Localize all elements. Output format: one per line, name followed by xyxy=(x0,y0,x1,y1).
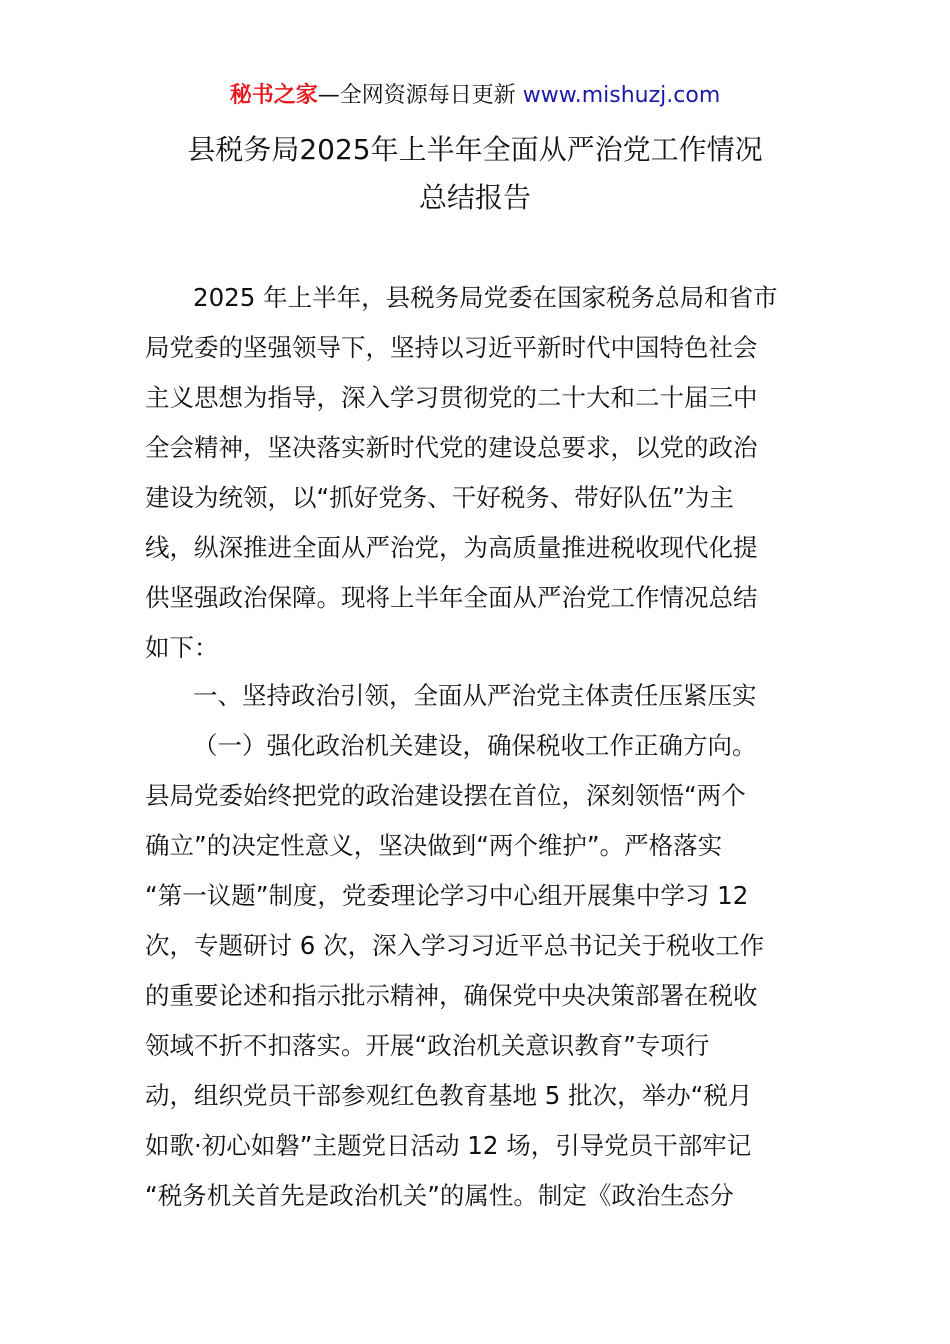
paragraph-line: “第一议题”制度，党委理论学习中心组开展集中学习 12 xyxy=(145,881,749,910)
paragraph-line: 确立”的决定性意义，坚决做到“两个维护”。严格落实 xyxy=(145,831,723,860)
document-title-line-1: 县税务局2025年上半年全面从严治党工作情况 xyxy=(187,133,763,166)
paragraph-line: 县局党委始终把党的政治建设摆在首位，深刻领悟“两个 xyxy=(145,781,746,810)
header-tagline: —全网资源每日更新 xyxy=(317,83,516,108)
paragraph-line: 建设为统领，以“抓好党务、干好税务、带好队伍”为主 xyxy=(145,483,734,512)
paragraph-line: 动，组织党员干部参观红色教育基地 5 批次，举办“税月 xyxy=(145,1081,753,1110)
paragraph-line: 全会精神，坚决落实新时代党的建设总要求，以党的政治 xyxy=(145,433,758,462)
paragraph-line: 主义思想为指导，深入学习贯彻党的二十大和二十届三中 xyxy=(145,383,758,412)
paragraph-line: 如歌·初心如磐”主题党日活动 12 场，引导党员干部牢记 xyxy=(145,1131,752,1160)
document-title-line-2: 总结报告 xyxy=(418,181,531,214)
header-url-link[interactable]: www.mishuzj.com xyxy=(522,83,721,108)
paragraph-line: 次，专题研讨 6 次，深入学习习近平总书记关于税收工作 xyxy=(145,931,765,960)
paragraph-line: “税务机关首先是政治机关”的属性。制定《政治生态分 xyxy=(145,1181,734,1210)
paragraph-line: 的重要论述和指示批示精神，确保党中央决策部署在税收 xyxy=(145,981,758,1010)
paragraph-line: 供坚强政治保障。现将上半年全面从严治党工作情况总结 xyxy=(145,583,758,612)
paragraph-line: 线，纵深推进全面从严治党，为高质量推进税收现代化提 xyxy=(145,533,758,562)
section-heading: 一、坚持政治引领，全面从严治党主体责任压紧压实 xyxy=(193,681,757,710)
paragraph-line: 如下： xyxy=(145,633,219,662)
watermark-header xyxy=(0,80,950,112)
paragraph-line: 领域不折不扣落实。开展“政治机关意识教育”专项行 xyxy=(145,1031,710,1060)
brand-name: 秘书之家 xyxy=(229,83,318,108)
subsection-heading: （一）强化政治机关建设，确保税收工作正确方向。 xyxy=(193,731,757,760)
paragraph-line: 2025 年上半年，县税务局党委在国家税务总局和省市 xyxy=(193,283,778,312)
paragraph-line: 局党委的坚强领导下，坚持以习近平新时代中国特色社会 xyxy=(145,333,758,362)
